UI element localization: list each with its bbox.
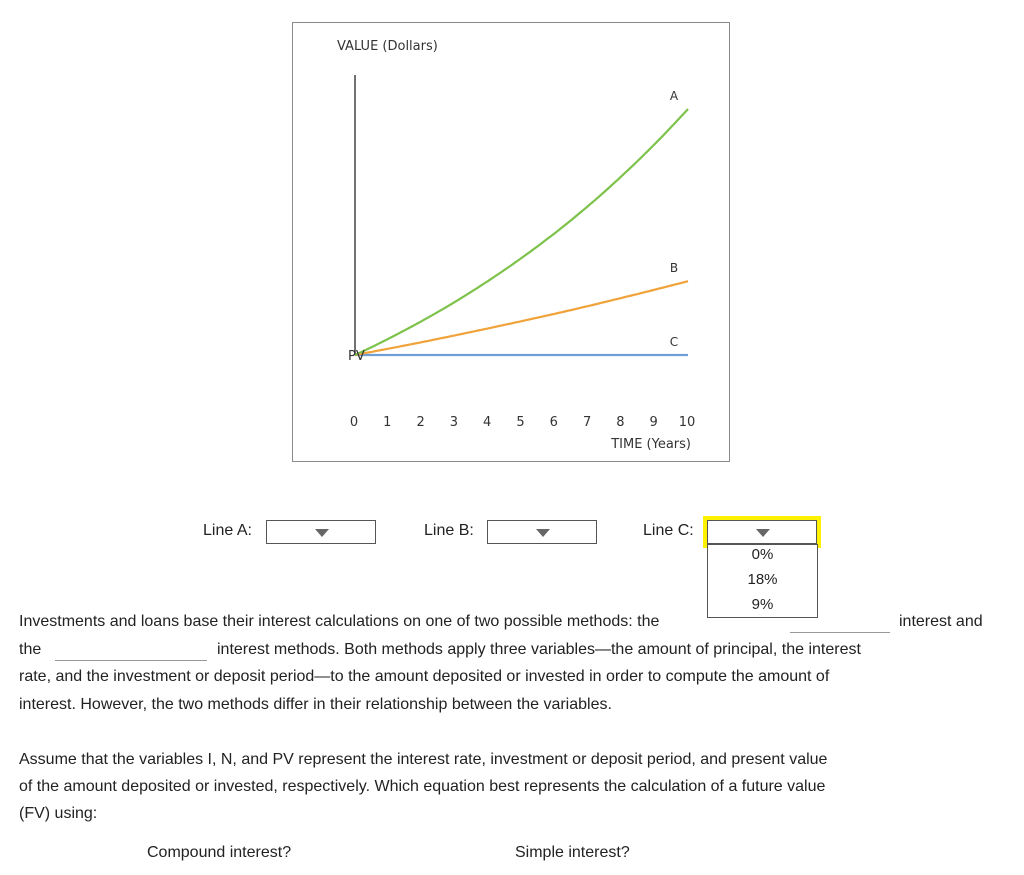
x-tick-label: 0 [349, 415, 359, 430]
x-tick-label: 2 [416, 415, 425, 430]
value-time-chart [293, 23, 731, 463]
x-tick-label: 9 [649, 415, 658, 430]
pv-label: PV [348, 349, 365, 364]
para1-text-2: interest and [899, 613, 983, 630]
x-axis-label: TIME (Years) [611, 437, 691, 452]
blank-method-1[interactable] [790, 632, 890, 633]
para1-text-5: rate, and the investment or deposit period—to the amount deposited or invested in order to compute the amount of [19, 668, 830, 685]
chart-frame [292, 22, 730, 462]
option-0-percent[interactable]: 0% [751, 546, 774, 563]
x-tick-label: 1 [383, 415, 392, 430]
chevron-down-icon [315, 529, 329, 537]
x-tick-label: 10 [678, 415, 696, 430]
x-tick-label: 4 [483, 415, 492, 430]
x-tick-label: 5 [516, 415, 525, 430]
para1-text-6: interest. However, the two methods differ in their relationship between the variables. [19, 696, 612, 713]
line-c-label: Line C: [643, 522, 694, 539]
line-b-label: Line B: [424, 522, 474, 539]
compound-interest-question: Compound interest? [147, 844, 292, 861]
line-c-options-menu [707, 544, 818, 618]
para2-line-1: Assume that the variables I, N, and PV represent the interest rate, investment or deposit period, and present value [19, 751, 828, 768]
line-c-dropdown[interactable] [707, 520, 817, 544]
series-label-a: A [669, 89, 679, 103]
para2-line-2: of the amount deposited or invested, respectively. Which equation best represents the calculation of a future value [19, 778, 826, 795]
series-label-c: C [669, 335, 679, 349]
option-18-percent[interactable]: 18% [747, 571, 778, 588]
para1-text-1: Investments and loans base their interest calculations on one of two possible methods: the [19, 613, 660, 630]
x-tick-label: 7 [582, 415, 592, 430]
series-line-b [355, 281, 688, 355]
blank-method-2[interactable] [55, 660, 207, 661]
line-b-dropdown[interactable] [487, 520, 597, 544]
series-label-b: B [669, 261, 679, 276]
line-a-dropdown[interactable] [266, 520, 376, 544]
y-axis-label: VALUE (Dollars) [337, 39, 438, 54]
option-9-percent[interactable]: 9% [751, 596, 774, 613]
x-tick-label: 3 [449, 415, 459, 430]
chevron-down-icon [756, 529, 770, 537]
x-tick-label: 6 [549, 415, 558, 430]
para2-line-3: (FV) using: [19, 805, 98, 822]
series-group [355, 89, 688, 355]
line-a-label: Line A: [203, 522, 252, 539]
series-line-a [355, 109, 688, 355]
para1-text-4: interest methods. Both methods apply three variables—the amount of principal, the interest [217, 641, 861, 658]
x-tick-label: 8 [616, 415, 625, 430]
para1-text-3: the [19, 641, 42, 658]
x-ticks [350, 415, 695, 430]
chevron-down-icon [536, 529, 550, 537]
simple-interest-question: Simple interest? [515, 844, 630, 861]
